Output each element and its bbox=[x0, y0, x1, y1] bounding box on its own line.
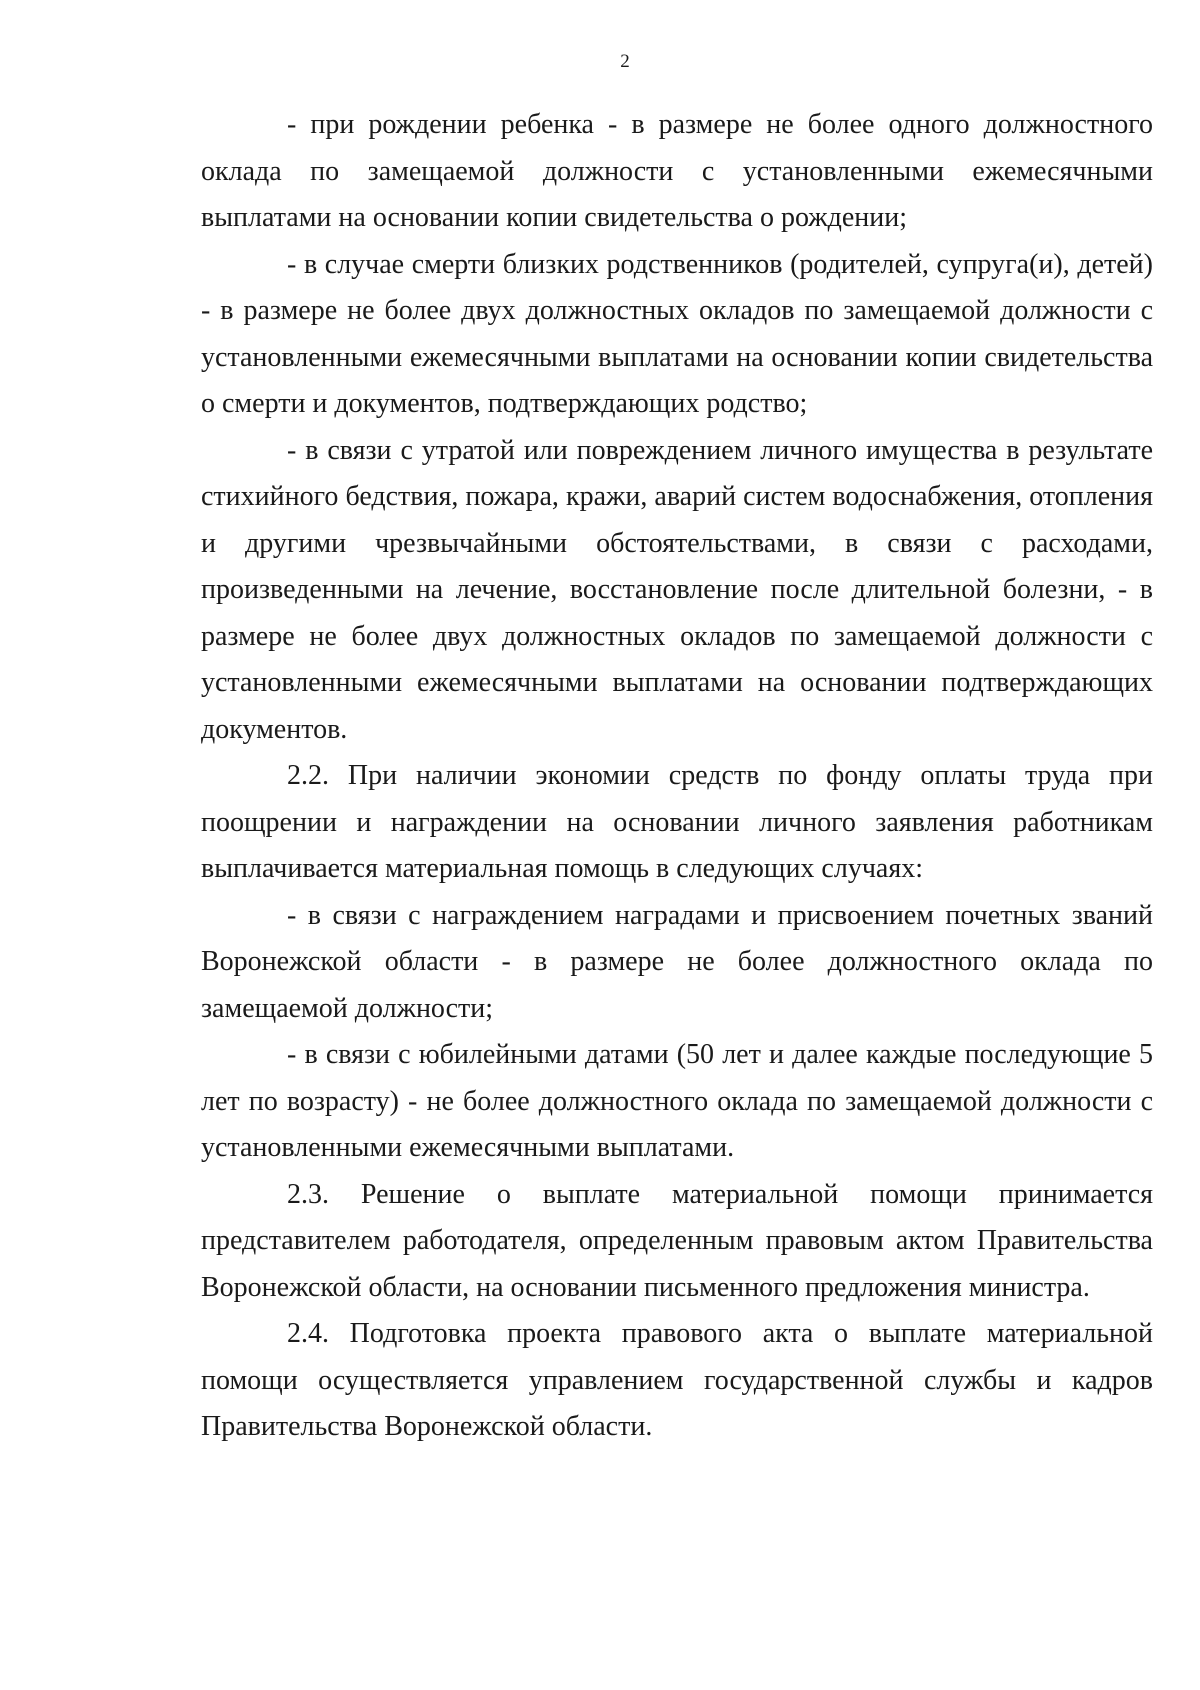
paragraph-section-2-4: 2.4. Подготовка проекта правового акта о выплате материальной помощи осуществляется управлением государственной службы и кадров Правительства Воронежской области. bbox=[201, 1318, 1153, 1442]
paragraph-section-2-3: 2.3. Решение о выплате материальной помощи принимается представителем работодателя, определенным правовым актом Правительства Воронежской области, на основании письменного предложения министра. bbox=[201, 1178, 1153, 1303]
paragraph-death-of-relatives: - в случае смерти близких родственников (родителей, супруга(и), детей) - в размере не более двух должностных окладов по замещаемой должности с установленными ежемесячными выплатами на основании копии свидетельства о смерти и документов, подтверждающих родство; bbox=[201, 248, 1153, 419]
paragraph-birth-of-child: - при рождении ребенка - в размере не более одного должностного оклада по замещаемой должности с установленными ежемесячными выплатами на основании копии свидетельства о рождении; bbox=[201, 109, 1153, 233]
paragraph-anniversary-dates: - в связи с юбилейными датами (50 лет и далее каждые последующие 5 лет по возрасту) - не более должностного оклада по замещаемой должности с установленными ежемесячными выплатами. bbox=[201, 1039, 1153, 1163]
document-body bbox=[201, 102, 1153, 1451]
paragraph-section-2-2: 2.2. При наличии экономии средств по фонду оплаты труда при поощрении и награждении на основании личного заявления работникам выплачивается материальная помощь в следующих случаях: bbox=[201, 760, 1153, 884]
page-number: 2 bbox=[620, 51, 630, 72]
paragraph-property-loss: - в связи с утратой или повреждением личного имущества в результате стихийного бедствия, пожара, кражи, аварий систем водоснабжения, отопления и другими чрезвычайными обстоятельствами, в связи с расходами, произведенными на лечение, восстановление после длительной болезни, - в размере не более двух должностных окладов по замещаемой должности с установленными ежемесячными выплатами на основании подтверждающих документов. bbox=[201, 434, 1153, 745]
paragraph-awards-and-titles: - в связи с награждением наградами и присвоением почетных званий Воронежской области - в размере не более должностного оклада по замещаемой должности; bbox=[201, 899, 1153, 1024]
